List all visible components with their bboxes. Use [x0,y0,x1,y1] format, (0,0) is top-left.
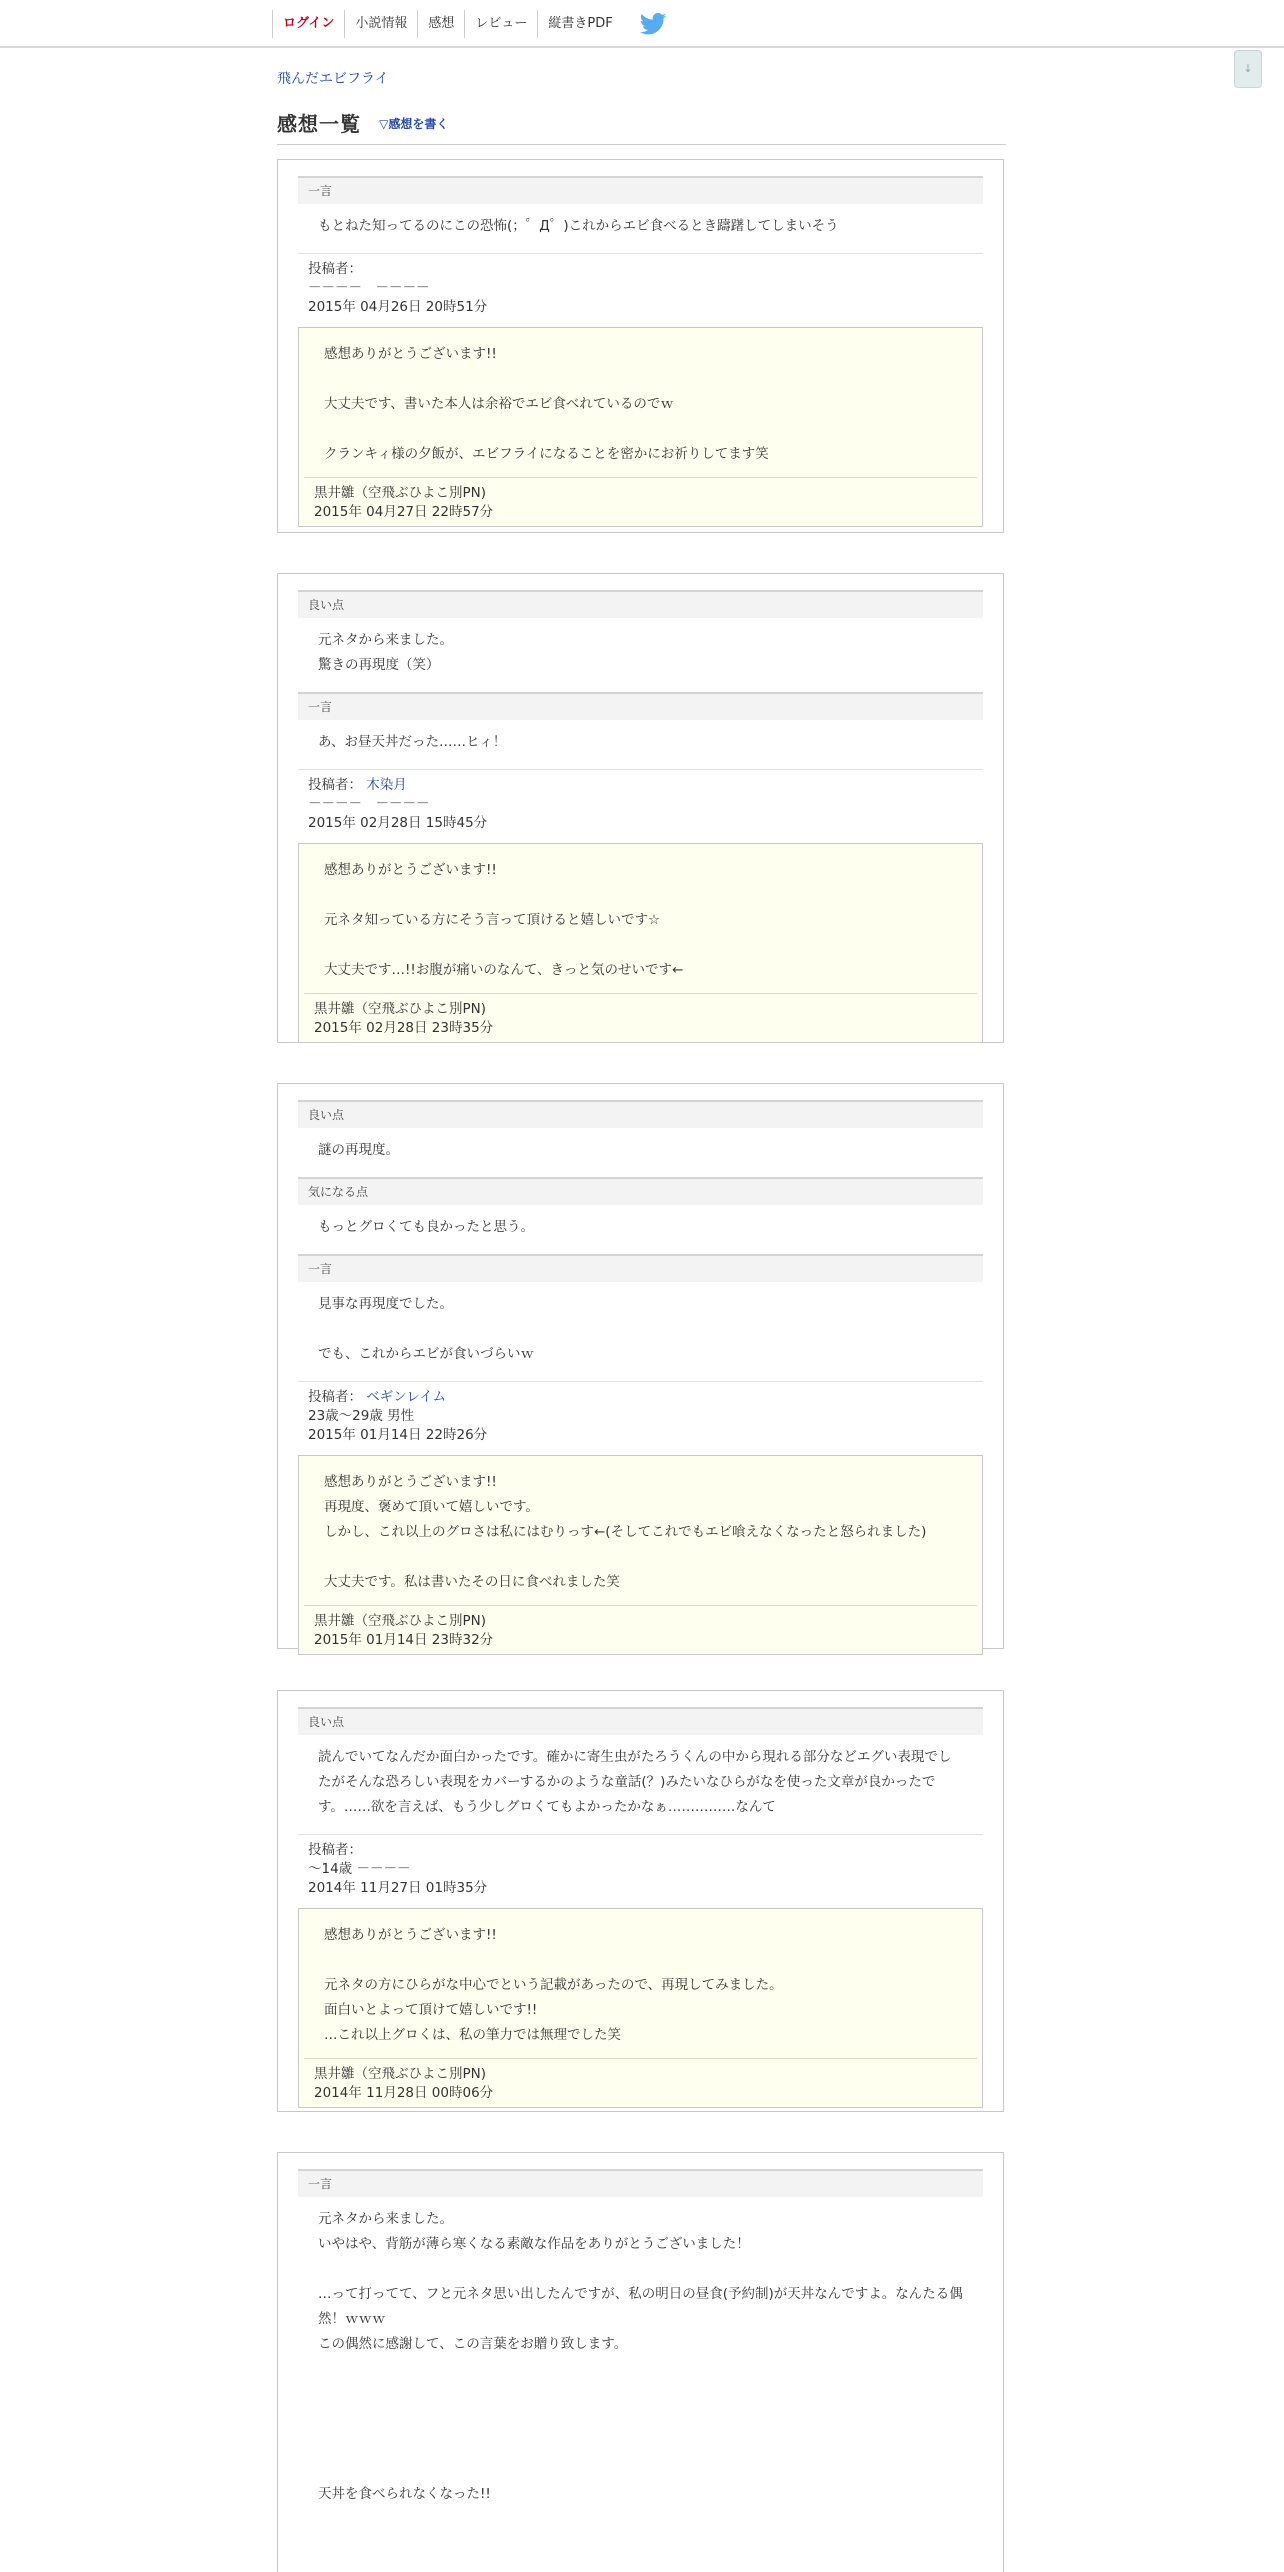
page-header [277,108,1006,145]
comment-hitokoto: もとねた知ってるのにこの恐怖(；゜Д゜)これからエビ食べるとき躊躇してしまいそう [298,204,983,254]
comment-card [277,1690,1004,2112]
nav-reviews[interactable]: レビュー [464,10,537,38]
reply-author: 黒井雛（空飛ぶひよこ別PN) [314,485,487,501]
author-reply [298,1455,983,1655]
comment-good: 読んでいてなんだか面白かったです。確かに寄生虫がたろうくんの中から現れる部分などエグい表現でしたがそんな恐ろしい表現をカバーするかのような童話(？)みたいなひらがなを使った文章が良かったです。……欲を言えば、もう少しグロくてもよかったかなぁ……………なんて [298,1735,983,1835]
comment-meta [298,1382,983,1445]
section-label-hitokoto: 一言 [298,176,983,204]
reply-body: 感想ありがとうございます!! 元ネタの方にひらがな中心でという記載があったので、再現してみました。 面白いとよって頂けて嬉しいです!! …これ以上グロくは、私の筆力では無理でした笑 [324,1927,783,2043]
comment-card [277,2152,1004,2572]
comment-good: 謎の再現度。 [318,1142,399,1158]
reply-date: 2015年 01月14日 23時32分 [314,1632,494,1648]
section-label-hitokoto: 一言 [298,692,983,720]
reply-body: 感想ありがとうございます!! 再現度、褒めて頂いて嬉しいです。 しかし、これ以上のグロさは私にはむりっす←(そしてこれでもエビ喰えなくなったと怒られました) 大丈夫です。私は書いたその日に食べれました笑 [324,1474,927,1590]
nav-vertical-pdf[interactable]: 縦書きPDF [537,10,622,38]
reply-footer [304,1605,977,1654]
section-label-hitokoto: 一言 [298,2169,983,2197]
nav-impressions[interactable]: 感想 [417,10,464,38]
reply-date: 2015年 04月27日 22時57分 [314,504,494,520]
comment-date: 2015年 02月28日 15時45分 [308,815,488,831]
reply-author: 黒井雛（空飛ぶひよこ別PN) [314,2066,487,2082]
poster-line: 投稿者： 木染月 [308,777,407,793]
poster-link[interactable]: 木染月 [366,777,407,793]
comment-card [277,159,1004,533]
reply-body: 感想ありがとうございます!! 大丈夫です、書いた本人は余裕でエビ食べれているのでｗ クランキィ様の夕飯が、エビフライになることを密かにお祈りしてます笑 [324,346,769,462]
reply-date: 2015年 02月28日 23時35分 [314,1020,494,1036]
poster-line: 投稿者： [308,261,362,277]
comment-date: 2015年 01月14日 22時26分 [308,1427,488,1443]
comment-meta [298,770,983,833]
reply-footer [304,2058,977,2107]
reply-date: 2014年 11月28日 00時06分 [314,2085,494,2101]
comment-hitokoto: あ、お昼天丼だった……ヒィ！ [298,720,983,770]
write-impression-link[interactable]: ▽感想を書く [379,117,449,131]
poster-sub: ～14歳 －－－－ [308,1861,411,1877]
reply-author: 黒井雛（空飛ぶひよこ別PN) [314,1001,487,1017]
nav-novel-info[interactable]: 小説情報 [344,10,417,38]
comment-date: 2015年 04月26日 20時51分 [308,299,488,315]
poster-sub: 23歳～29歳 男性 [308,1408,415,1424]
poster-sub: －－－－ －－－－ [308,280,430,296]
novel-title-link[interactable]: 飛んだエビフライ [277,71,389,87]
comment-card [277,1083,1004,1649]
page-title: 感想一覧 [277,112,361,136]
section-label-good: 良い点 [298,1707,983,1735]
section-label-good: 良い点 [298,590,983,618]
comment-date: 2014年 11月27日 01時35分 [308,1880,488,1896]
comment-concern: もっとグロくても良かったと思う。 [318,1219,534,1235]
comment-card [277,573,1004,1043]
scroll-down-button[interactable]: ↓ [1234,50,1262,88]
comment-hitokoto: 見事な再現度でした。 でも、これからエビが食いづらいｗ [298,1282,983,1382]
comment-meta [298,254,983,317]
section-label-hitokoto: 一言 [298,1254,983,1282]
top-navigation [0,0,1284,48]
twitter-icon[interactable] [639,13,667,35]
author-reply [298,1908,983,2108]
poster-sub: －－－－ －－－－ [308,796,430,812]
comment-good: 元ネタから来ました。 驚きの再現度（笑） [318,632,453,673]
author-reply [298,327,983,527]
comment-meta [298,1835,983,1898]
reply-footer [304,477,977,526]
reply-author: 黒井雛（空飛ぶひよこ別PN) [314,1613,487,1629]
reply-body: 感想ありがとうございます!! 元ネタ知っている方にそう言って頂けると嬉しいです☆ 大丈夫です…!!お腹が痛いのなんて、きっと気のせいです← [324,862,684,978]
reply-footer [304,993,977,1042]
poster-link[interactable]: ベギンレイム [366,1389,447,1405]
section-label-concern: 気になる点 [298,1177,983,1205]
nav-login[interactable]: ログイン [272,10,344,38]
author-reply [298,843,983,1043]
comment-hitokoto: 元ネタから来ました。 いやはや、背筋が薄ら寒くなる素敵な作品をありがとうございました！ …って打ってて、フと元ネタ思い出したんですが、私の明日の昼食(予約制)が天丼なんですよ。なんたる偶然！ｗｗｗ この偶然に感謝して、この言葉をお贈り致します。 天丼を食べられなくなった!! [318,2211,963,2502]
poster-line: 投稿者： ベギンレイム [308,1389,447,1405]
section-label-good: 良い点 [298,1100,983,1128]
poster-line: 投稿者： [308,1842,362,1858]
